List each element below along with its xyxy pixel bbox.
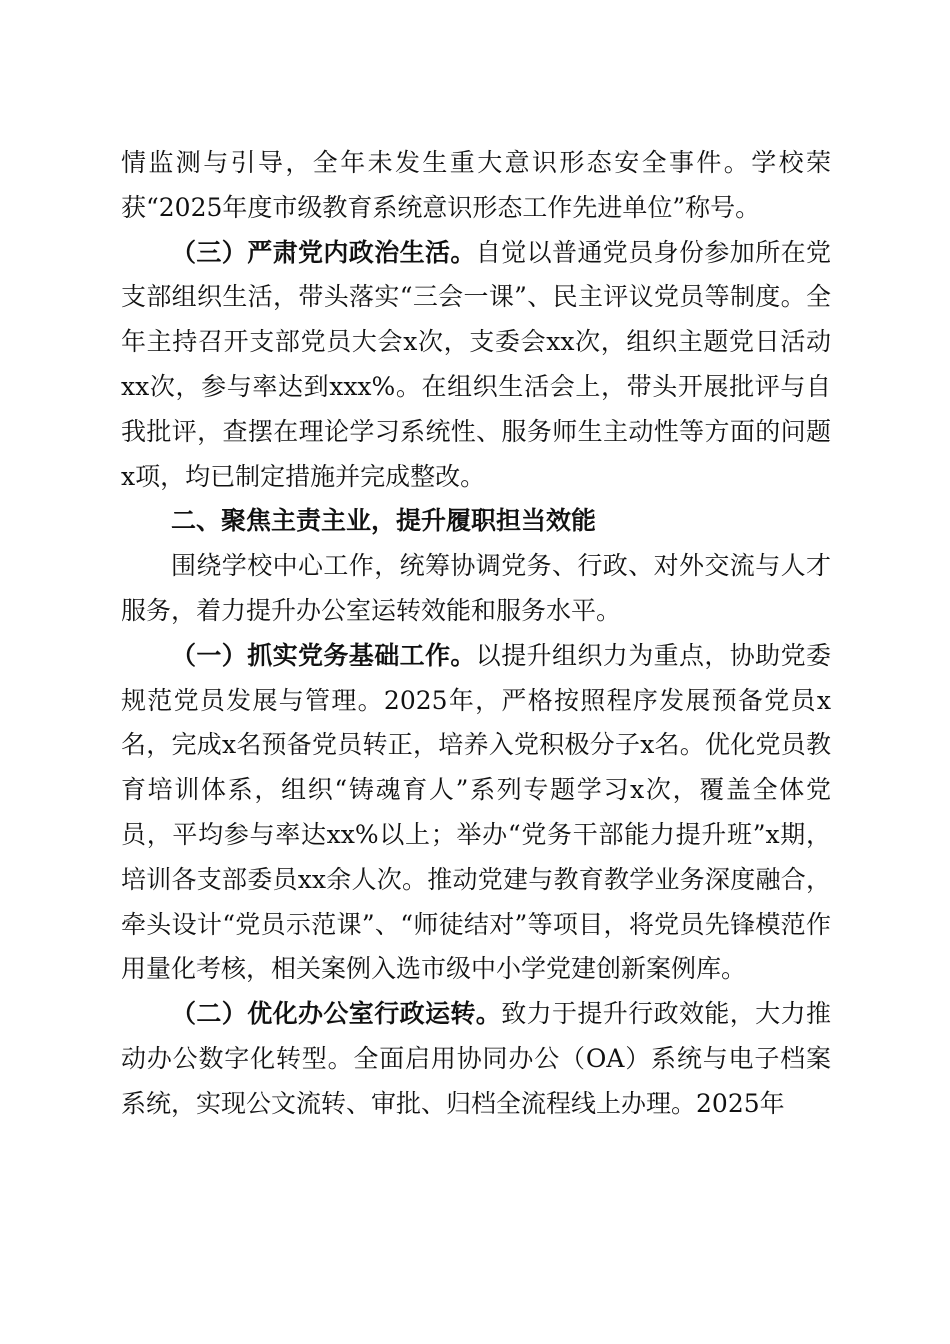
- paragraph-lead: （二）优化办公室行政运转。: [171, 999, 502, 1029]
- paragraph-text: 围绕学校中心工作，统筹协调党务、行政、对外交流与人才服务，着力提升办公室运转效能和服务水平。: [121, 551, 831, 625]
- paragraph-lead: （一）抓实党务基础工作。: [171, 640, 476, 670]
- document-body: [121, 141, 831, 1127]
- paragraph-text: 情监测与引导，全年未发生重大意识形态安全事件。学校荣获“2025年度市级教育系统意识形态工作先进单位”称号。: [121, 148, 831, 222]
- paragraph-political-life: [121, 231, 831, 500]
- paragraph-text: 自觉以普通党员身份参加所在党支部组织生活，带头落实“三会一课”、民主评议党员等制度。全年主持召开支部党员大会x次，支委会xx次，组织主题党日活动xx次，参与率达到xxx%。在组织生活会上，带头开展批评与自我批评，查摆在理论学习系统性、服务师生主动性等方面的问题x项，均已制定措施并完成整改。: [121, 237, 831, 491]
- paragraph-office-admin: [121, 992, 831, 1126]
- paragraph-lead: （三）严肃党内政治生活。: [171, 237, 476, 267]
- paragraph-continuation: [121, 141, 831, 231]
- paragraph-party-affairs: [121, 634, 831, 992]
- paragraph-section-intro: [121, 544, 831, 634]
- paragraph-text: 以提升组织力为重点，协助党委规范党员发展与管理。2025年，严格按照程序发展预备党员x名，完成x名预备党员转正，培养入党积极分子x名。优化党员教育培训体系，组织“铸魂育人”系列专题学习x次，覆盖全体党员，平均参与率达xx%以上；举办“党务干部能力提升班”x期，培训各支部委员xx余人次。推动党建与教育教学业务深度融合，牵头设计“党员示范课”、“师徒结对”等项目，将党员先锋模范作用量化考核，相关案例入选市级中小学党建创新案例库。: [121, 640, 831, 984]
- paragraph-text: 致力于提升行政效能，大力推动办公数字化转型。全面启用协同办公（OA）系统与电子档案系统，实现公文流转、审批、归档全流程线上办理。2025年: [121, 999, 831, 1118]
- section-heading: 二、聚焦主责主业，提升履职担当效能: [171, 506, 597, 536]
